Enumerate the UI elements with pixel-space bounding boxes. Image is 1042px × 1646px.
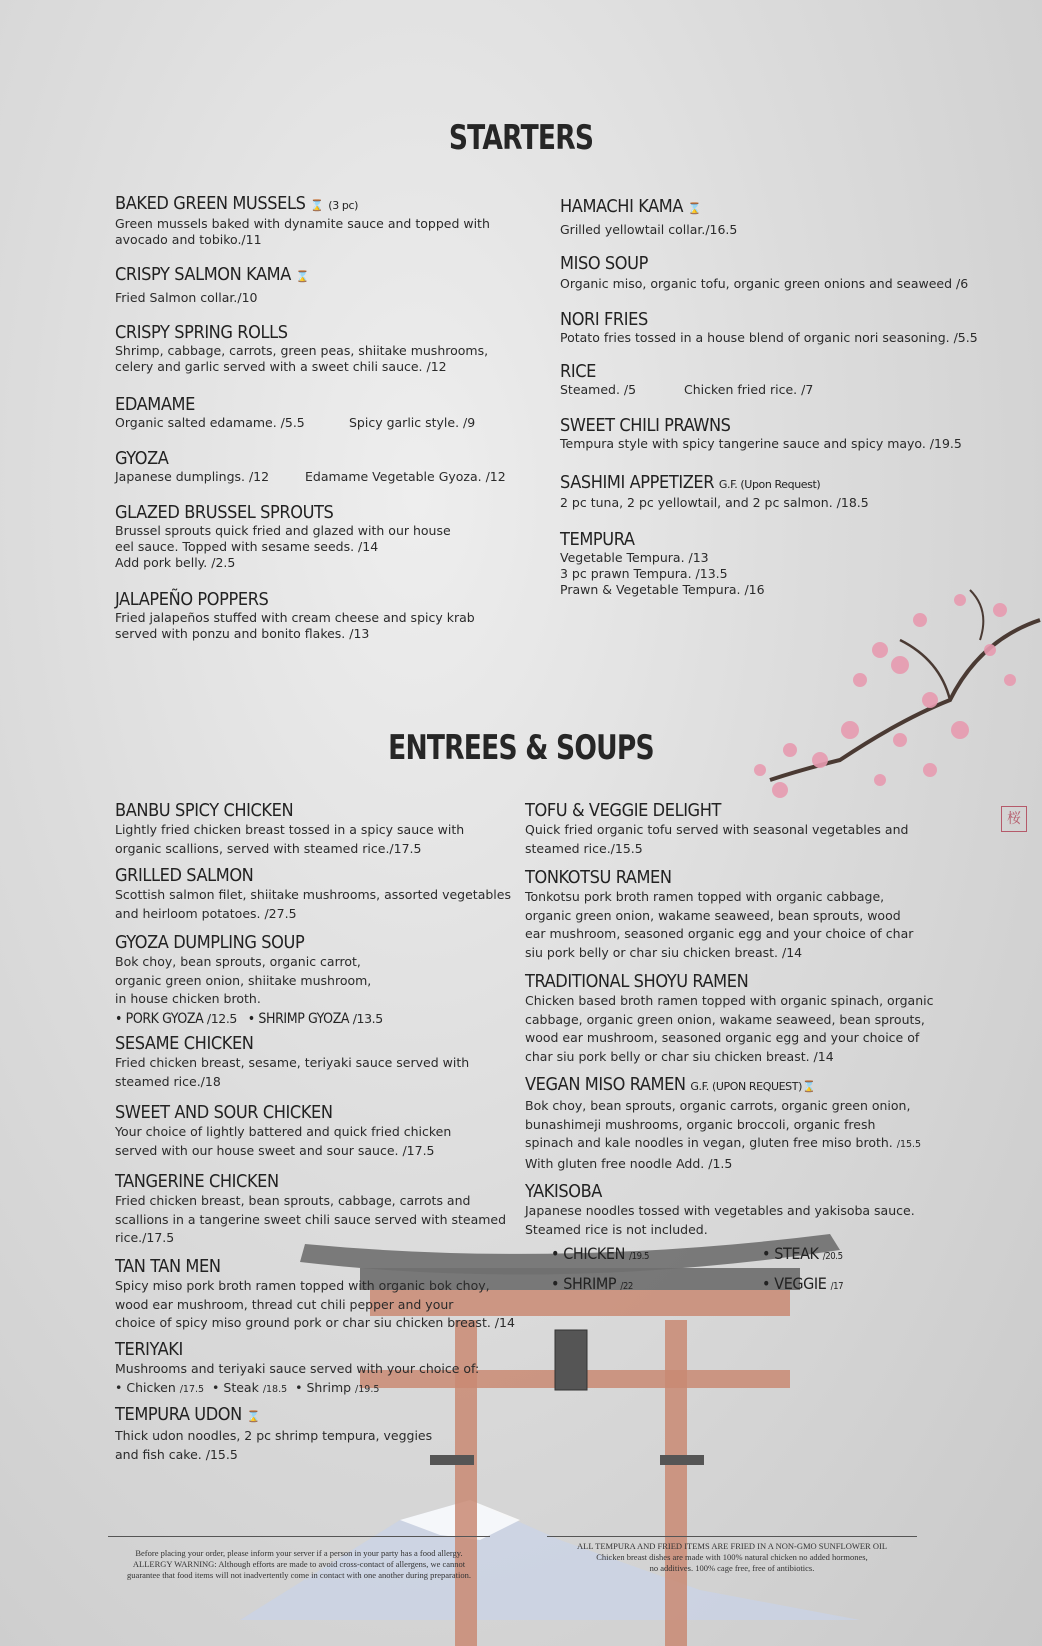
item-desc: Tempura style with spicy tangerine sauce and spicy mayo. /19.5	[560, 436, 962, 451]
item-title: JALAPEÑO POPPERS	[115, 589, 269, 610]
menu-item	[115, 1257, 515, 1333]
entrees-heading: ENTREES & SOUPS	[388, 728, 654, 768]
item-title: TOFU & VEGGIE DELIGHT	[525, 800, 721, 821]
item-desc: wood ear mushroom, seasoned organic egg and your choice of	[525, 1030, 920, 1045]
item-desc: avocado and tobiko./11	[115, 232, 262, 247]
item-title: GRILLED SALMON	[115, 865, 254, 886]
item-option-row	[551, 1274, 633, 1297]
menu-item	[115, 1034, 469, 1091]
item-title: NORI FRIES	[560, 309, 648, 330]
item-desc: cabbage, organic green onion, wakame seaweed, bean sprouts,	[525, 1011, 925, 1027]
item-title: CRISPY SPRING ROLLS	[115, 322, 288, 343]
stamp: 桜	[1001, 806, 1027, 832]
item-desc: Grilled yellowtail collar./16.5	[560, 222, 738, 237]
item-option: Edamame Vegetable Gyoza. /12	[305, 469, 506, 484]
item-desc: scallions in a tangerine sweet chili sauce served with steamed	[115, 1211, 507, 1227]
item-desc: Fried chicken breast, sesame, teriyaki sauce served with	[115, 1055, 470, 1070]
item-title: SESAME CHICKEN	[115, 1033, 254, 1054]
item-option-row	[762, 1274, 843, 1297]
menu-item	[560, 530, 765, 598]
menu-item	[115, 323, 488, 375]
item-option: Chicken fried rice. /7	[684, 382, 814, 397]
item-title: GYOZA DUMPLING SOUP	[115, 932, 305, 953]
item-desc: steamed rice./18	[115, 1073, 221, 1089]
footer-divider-right	[547, 1536, 917, 1537]
menu-item	[115, 1405, 432, 1464]
item-desc: Your choice of lightly battered and quick fried chicken	[115, 1124, 452, 1139]
item-desc: organic scallions, served with steamed rice./17.5	[115, 840, 422, 856]
menu-item	[115, 503, 451, 571]
menu-item	[525, 972, 933, 1066]
item-desc: Bok choy, bean sprouts, organic carrots, organic green onion,	[525, 1098, 911, 1113]
item-note: G.F. (Upon Request)	[718, 478, 821, 491]
menu-item	[115, 590, 475, 642]
menu-item	[560, 362, 940, 398]
item-desc: Fried jalapeños stuffed with cream cheese and spicy krab	[115, 610, 475, 625]
menu-item	[560, 310, 978, 346]
hourglass-icon: ⌛	[295, 270, 309, 283]
menu-item	[115, 933, 383, 1029]
item-desc: Green mussels baked with dynamite sauce and topped with	[115, 216, 490, 231]
item-option: Spicy garlic style. /9	[349, 415, 476, 430]
menu-item	[115, 1103, 451, 1160]
footer-divider-left	[108, 1536, 490, 1537]
hourglass-icon: ⌛	[310, 199, 324, 212]
item-desc: Steamed rice is not included.	[525, 1221, 708, 1237]
item-title: HAMACHI KAMA	[560, 196, 684, 217]
hourglass-icon: ⌛	[246, 1410, 260, 1423]
item-price: /17	[830, 1281, 844, 1292]
hourglass-icon: ⌛	[687, 202, 702, 215]
frying-notice: ALL TEMPURA AND FRIED ITEMS ARE FRIED IN A NON-GMO SUNFLOWER OIL Chicken breast dishes are made with 100% natural chicken no added hormones, no additives. 100% cage free, free of antibiotics.	[576, 1541, 888, 1573]
menu-item	[115, 801, 464, 858]
item-desc: served with our house sweet and sour sauce. /17.5	[115, 1142, 435, 1158]
item-desc: With gluten free noodle Add. /1.5	[525, 1155, 733, 1171]
item-desc: 2 pc tuna, 2 pc yellowtail, and 2 pc salmon. /18.5	[560, 495, 869, 510]
item-desc: steamed rice./15.5	[525, 840, 643, 856]
item-title: BANBU SPICY CHICKEN	[115, 800, 294, 821]
item-desc: celery and garlic served with a sweet chili sauce. /12	[115, 359, 447, 374]
menu-item	[525, 868, 913, 962]
item-note: (3 pc)	[328, 199, 359, 212]
item-option: • CHICKEN	[551, 1244, 625, 1263]
item-desc: Japanese dumplings. /12	[115, 469, 270, 484]
item-desc: ear mushroom, seasoned organic egg and your choice of char	[525, 926, 914, 941]
item-title: RICE	[560, 361, 596, 382]
item-title: TONKOTSU RAMEN	[525, 867, 672, 888]
item-price: /18.5	[262, 1383, 288, 1395]
item-desc: and fish cake. /15.5	[115, 1446, 238, 1462]
item-desc: Fried chicken breast, bean sprouts, cabbage, carrots and	[115, 1193, 471, 1208]
item-desc: Potato fries tossed in a house blend of organic nori seasoning. /5.5	[560, 330, 978, 345]
item-desc: organic green onion, wakame seaweed, bean sprouts, wood	[525, 907, 901, 923]
item-desc: siu pork belly or char siu chicken breast. /14	[525, 944, 803, 960]
hourglass-icon: ⌛	[801, 1080, 816, 1093]
menu-item	[115, 1340, 479, 1399]
item-desc: Quick fried organic tofu served with seasonal vegetables and	[525, 822, 909, 837]
item-desc: Thick udon noodles, 2 pc shrimp tempura, veggies	[115, 1428, 433, 1443]
item-option: • SHRIMP	[551, 1274, 617, 1293]
item-desc: Fried Salmon collar./10	[115, 290, 258, 305]
item-option-row	[551, 1244, 649, 1267]
item-desc: spinach and kale noodles in vegan, gluten free miso broth.	[525, 1135, 893, 1150]
item-desc: Organic miso, organic tofu, organic green onions and seaweed /6	[560, 276, 969, 291]
item-title: TEMPURA	[560, 529, 635, 550]
item-desc: Brussel sprouts quick fried and glazed with our house	[115, 523, 451, 538]
item-option-row	[762, 1244, 843, 1267]
item-title: TRADITIONAL SHOYU RAMEN	[525, 971, 749, 992]
menu-item	[560, 197, 737, 238]
allergy-notice: Before placing your order, please inform your server if a person in your party has a food allergy. ALLERGY WARNING: Although efforts are made to avoid cross-contact of allergens, we cannot guarantee that food items will not inadvertently come in contact with one another during preparation.	[127, 1548, 471, 1580]
menu-item	[115, 265, 309, 306]
item-title: TAN TAN MEN	[115, 1256, 221, 1277]
item-option: • Chicken	[115, 1379, 176, 1395]
menu-item	[525, 1181, 915, 1239]
menu-item	[525, 1075, 921, 1173]
item-price: /17.5	[179, 1383, 205, 1395]
item-title: TEMPURA UDON	[115, 1404, 242, 1425]
item-desc: Add pork belly. /2.5	[115, 555, 236, 570]
item-option: • Shrimp	[295, 1379, 352, 1395]
item-price: /20.5	[822, 1251, 843, 1262]
item-price: /13.5	[352, 1010, 383, 1026]
item-desc: Chicken based broth ramen topped with organic spinach, organic	[525, 993, 934, 1008]
item-desc: bunashimeji mushrooms, organic broccoli, organic fresh	[525, 1116, 876, 1132]
item-title: YAKISOBA	[525, 1181, 602, 1202]
item-title: TERIYAKI	[115, 1339, 183, 1360]
item-desc: Tonkotsu pork broth ramen topped with organic cabbage,	[525, 889, 885, 904]
item-desc: 3 pc prawn Tempura. /13.5	[560, 566, 728, 581]
menu-item	[115, 866, 511, 923]
item-option: • SHRIMP GYOZA	[247, 1010, 350, 1027]
item-desc: Organic salted edamame. /5.5	[115, 415, 305, 430]
item-title: GLAZED BRUSSEL SPROUTS	[115, 502, 334, 523]
item-title: MISO SOUP	[560, 253, 648, 274]
menu-item	[525, 801, 908, 858]
item-price: /22	[620, 1281, 633, 1292]
item-desc: Scottish salmon filet, shiitake mushrooms, assorted vegetables	[115, 887, 511, 902]
item-note: G.F. (UPON REQUEST)	[690, 1080, 802, 1093]
item-desc: eel sauce. Topped with sesame seeds. /14	[115, 539, 379, 554]
item-price: /19.5	[355, 1383, 380, 1395]
item-desc: wood ear mushroom, thread cut chili pepper and your	[115, 1296, 454, 1312]
menu-item	[115, 395, 495, 431]
item-title: GYOZA	[115, 448, 169, 469]
item-desc: Mushrooms and teriyaki sauce served with your choice of:	[115, 1361, 480, 1376]
item-title: TANGERINE CHICKEN	[115, 1171, 279, 1192]
item-option: • PORK GYOZA	[115, 1010, 204, 1027]
item-option: • STEAK	[762, 1244, 819, 1263]
item-option: • Steak	[212, 1379, 259, 1395]
starters-heading: STARTERS	[448, 118, 594, 158]
item-desc: Japanese noodles tossed with vegetables and yakisoba sauce.	[525, 1203, 915, 1218]
item-price: /15.5	[896, 1139, 922, 1150]
item-desc: rice./17.5	[115, 1230, 175, 1245]
item-title: CRISPY SALMON KAMA	[115, 264, 291, 285]
item-desc: choice of spicy miso ground pork or char siu chicken breast. /14	[115, 1315, 515, 1330]
item-desc: char siu pork belly or char siu chicken breast. /14	[525, 1048, 834, 1064]
item-price: /12.5	[206, 1010, 237, 1026]
menu-item	[115, 448, 506, 485]
item-desc: in house chicken broth.	[115, 991, 261, 1006]
item-title: BAKED GREEN MUSSELS	[115, 193, 306, 214]
item-desc: and heirloom potatoes. /27.5	[115, 905, 297, 921]
item-title: VEGAN MISO RAMEN	[525, 1074, 686, 1095]
item-option: • VEGGIE	[762, 1274, 827, 1293]
menu-item	[115, 1172, 506, 1248]
item-title: EDAMAME	[115, 394, 195, 415]
item-desc: Steamed. /5	[560, 382, 637, 397]
menu-item	[560, 473, 869, 511]
item-title: SWEET CHILI PRAWNS	[560, 415, 731, 436]
item-desc: Lightly fried chicken breast tossed in a spicy sauce with	[115, 822, 465, 837]
item-desc: served with ponzu and bonito flakes. /13	[115, 626, 370, 641]
item-desc: Vegetable Tempura. /13	[560, 550, 709, 565]
item-title: SWEET AND SOUR CHICKEN	[115, 1102, 333, 1123]
item-desc: Prawn & Vegetable Tempura. /16	[560, 582, 765, 597]
item-desc: Bok choy, bean sprouts, organic carrot,	[115, 954, 361, 969]
menu-item	[560, 416, 962, 452]
menu-item	[115, 194, 490, 248]
item-desc: Shrimp, cabbage, carrots, green peas, shiitake mushrooms,	[115, 343, 489, 358]
item-price: /19.5	[629, 1251, 650, 1262]
item-desc: Spicy miso pork broth ramen topped with organic bok choy,	[115, 1278, 490, 1293]
menu-item	[560, 254, 968, 292]
item-desc: organic green onion, shiitake mushroom,	[115, 972, 372, 988]
item-title: SASHIMI APPETIZER	[560, 472, 715, 493]
